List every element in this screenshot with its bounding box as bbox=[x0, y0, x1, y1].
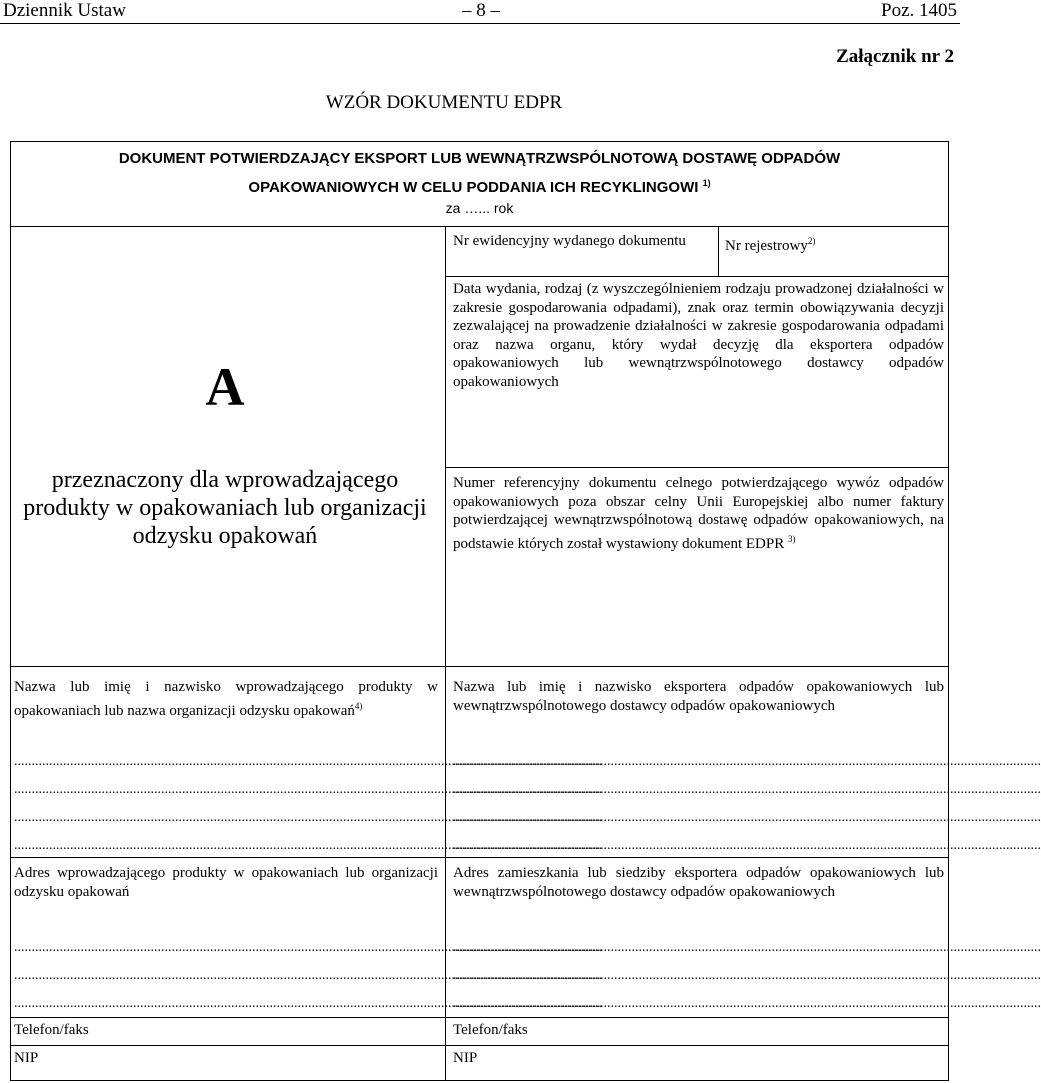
document-title-line1: DOKUMENT POTWIERDZAJĄCY EKSPORT LUB WEWNĄTRZWSPÓLNOTOWĄ DOSTAWĘ ODPADÓW bbox=[118, 150, 841, 167]
nr-row-divider bbox=[445, 276, 949, 277]
footnote-ref: 1) bbox=[702, 178, 711, 188]
decision-info-field[interactable]: Data wydania, rodzaj (z wyszczególnieniem rodzaju prowadzonej działalności w zakresie gospodarowania odpadami), znak oraz termin obowiązywania decyzji zezwalającej na prowadzenie działalności w zakresie gospodarowania odpadami oraz nazwa organu, który wydał decyzję dla eksportera odpadów opakowaniowych lub wewnątrzwspólnotowego dostawcy odpadów opakowaniowych bbox=[453, 281, 944, 390]
producer-name-input[interactable]: ........................................................................................................................................................................ ........................................................................................................................................................................ ........................................................................................................................................................................ ........................................................................................................................................................................ bbox=[14, 754, 602, 853]
exporter-name-label: Nazwa lub imię i nazwisko eksportera odpadów opakowaniowych lub wewnątrzwspólnotowego dostawcy odpadów opakowaniowych bbox=[453, 679, 944, 714]
nr-divider bbox=[718, 226, 719, 276]
nip-divider bbox=[10, 1045, 949, 1046]
year-field[interactable]: za …... rok bbox=[445, 200, 514, 216]
exporter-address-label: Adres zamieszkania lub siedziby eksportera odpadów opakowaniowych lub wewnątrzwspólnotowego dostawcy odpadów opakowaniowych bbox=[453, 865, 944, 900]
reference-number-field[interactable]: Numer referencyjny dokumentu celnego potwierdzającego wywóz odpadów opakowaniowych poza obszar celny Unii Europejskiej albo numer faktury potwierdzającej wewnątrzwspólnotową dostawę odpadów opakowaniowych, na podstawie których został wystawiony dokument EDPR $^{3)}$ bbox=[453, 475, 944, 552]
nr-ewidencyjny-field[interactable]: Nr ewidencyjny wydanego dokumentu bbox=[453, 233, 686, 249]
section-a-description: przeznaczony dla wprowadzającego produkty w opakowaniach lub organizacji odzysku opakowań bbox=[23, 467, 427, 549]
title-divider bbox=[10, 226, 949, 227]
exporter-phone-field[interactable]: Telefon/faks bbox=[453, 1022, 528, 1038]
section-bottom-divider bbox=[10, 666, 949, 667]
page-number: – 8 – bbox=[462, 0, 500, 21]
annex-label: Załącznik nr 2 bbox=[836, 46, 954, 67]
journal-name: Dziennik Ustaw bbox=[3, 0, 126, 21]
header-rule bbox=[0, 23, 960, 24]
section-a-divider bbox=[445, 226, 446, 666]
producer-address-label: Adres wprowadzającego produkty w opakowaniach lub organizacji odzysku opakowań bbox=[14, 865, 438, 900]
nr-rejestrowy-field[interactable]: Nr rejestrowy$^{2)}$ bbox=[725, 236, 816, 254]
exporter-nip-field[interactable]: NIP bbox=[453, 1050, 478, 1066]
decision-divider bbox=[445, 467, 949, 468]
document-title-line2: OPAKOWANIOWYCH W CELU PODDANIA ICH RECYKLINGOWI $^{1)}$ bbox=[248, 178, 711, 196]
producer-nip-field[interactable]: NIP bbox=[14, 1050, 39, 1066]
producer-phone-field[interactable]: Telefon/faks bbox=[14, 1022, 89, 1038]
exporter-name-input[interactable]: ........................................................................................................................................................................ ........................................................................................................................................................................ ........................................................................................................................................................................ ........................................................................................................................................................................ bbox=[453, 754, 1041, 853]
document-title bbox=[10, 146, 949, 200]
bottom-column-divider bbox=[445, 666, 446, 1081]
producer-name-label: Nazwa lub imię i nazwisko wprowadzającego produkty w opakowaniach lub nazwa organizacji odzysku opakowań$^{4)}$ bbox=[14, 679, 438, 719]
section-letter: A bbox=[205, 357, 245, 417]
footnote-ref: 4) bbox=[354, 700, 363, 711]
exporter-address-input[interactable]: ........................................................................................................................................................................ ........................................................................................................................................................................ ........................................................................................................................................................................ bbox=[453, 940, 1041, 1011]
page-header bbox=[0, 0, 960, 24]
producer-address-input[interactable]: ........................................................................................................................................................................ ........................................................................................................................................................................ ........................................................................................................................................................................ bbox=[14, 940, 602, 1011]
form-title bbox=[0, 92, 960, 114]
position-number: Poz. 1405 bbox=[881, 0, 957, 21]
footnote-ref: 2) bbox=[807, 236, 816, 246]
footnote-ref: 3) bbox=[787, 533, 796, 544]
form-title-text: WZÓR DOKUMENTU EDPR bbox=[325, 92, 563, 113]
